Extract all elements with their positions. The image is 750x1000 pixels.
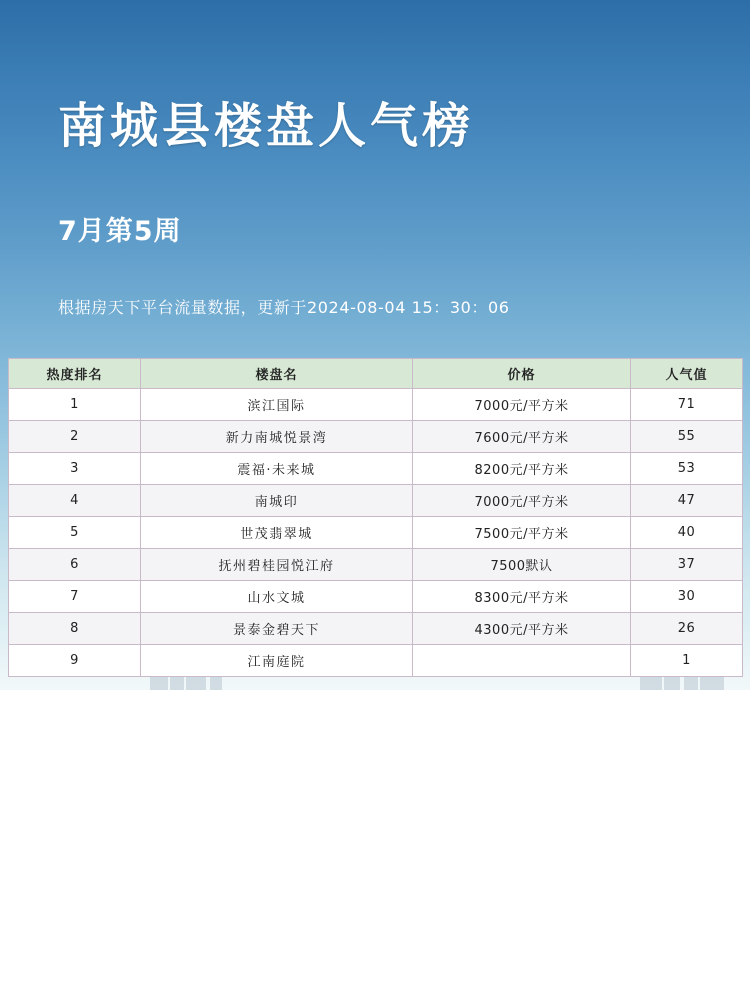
cell-rank: 4	[9, 485, 141, 517]
cell-price: 7000元/平方米	[413, 485, 631, 517]
cell-rank: 7	[9, 581, 141, 613]
cell-price: 8200元/平方米	[413, 453, 631, 485]
cell-price: 7500元/平方米	[413, 517, 631, 549]
data-source-note: 根据房天下平台流量数据，更新于2024-08-04 15：30：06	[58, 298, 510, 317]
cell-rank: 9	[9, 645, 141, 677]
ranking-table-container	[8, 358, 742, 677]
cell-price	[413, 645, 631, 677]
cell-popularity: 55	[631, 421, 743, 453]
cell-popularity: 47	[631, 485, 743, 517]
table-row	[9, 421, 743, 453]
cell-rank: 8	[9, 613, 141, 645]
table-row	[9, 549, 743, 581]
cell-project-name: 江南庭院	[141, 645, 413, 677]
cell-project-name: 世茂翡翠城	[141, 517, 413, 549]
cell-project-name: 南城印	[141, 485, 413, 517]
cell-popularity: 26	[631, 613, 743, 645]
cell-popularity: 37	[631, 549, 743, 581]
page-subtitle: 7月第5周	[58, 216, 182, 247]
cell-price: 8300元/平方米	[413, 581, 631, 613]
cell-price: 7600元/平方米	[413, 421, 631, 453]
column-header-popularity: 人气值	[631, 359, 743, 389]
cell-price: 7000元/平方米	[413, 389, 631, 421]
table-row	[9, 485, 743, 517]
column-header-price: 价格	[413, 359, 631, 389]
cell-project-name: 抚州碧桂园悦江府	[141, 549, 413, 581]
table-body	[9, 389, 743, 677]
table-row	[9, 389, 743, 421]
cell-project-name: 新力南城悦景湾	[141, 421, 413, 453]
cell-popularity: 40	[631, 517, 743, 549]
page-title: 南城县楼盘人气榜	[58, 98, 475, 154]
cell-rank: 2	[9, 421, 141, 453]
table-header	[9, 359, 743, 389]
table-header-row	[9, 359, 743, 389]
column-header-rank: 热度排名	[9, 359, 141, 389]
cell-rank: 3	[9, 453, 141, 485]
cell-project-name: 震福·未来城	[141, 453, 413, 485]
cell-rank: 5	[9, 517, 141, 549]
cell-popularity: 53	[631, 453, 743, 485]
column-header-project-name: 楼盘名	[141, 359, 413, 389]
table-row	[9, 645, 743, 677]
cell-price: 7500默认	[413, 549, 631, 581]
cell-project-name: 景泰金碧天下	[141, 613, 413, 645]
table-row	[9, 581, 743, 613]
cell-rank: 6	[9, 549, 141, 581]
cell-price: 4300元/平方米	[413, 613, 631, 645]
table-row	[9, 613, 743, 645]
table-row	[9, 453, 743, 485]
cell-project-name: 滨江国际	[141, 389, 413, 421]
cell-popularity: 71	[631, 389, 743, 421]
cell-rank: 1	[9, 389, 141, 421]
ranking-table	[8, 358, 743, 677]
cell-project-name: 山水文城	[141, 581, 413, 613]
cell-popularity: 30	[631, 581, 743, 613]
table-row	[9, 517, 743, 549]
cell-popularity: 1	[631, 645, 743, 677]
